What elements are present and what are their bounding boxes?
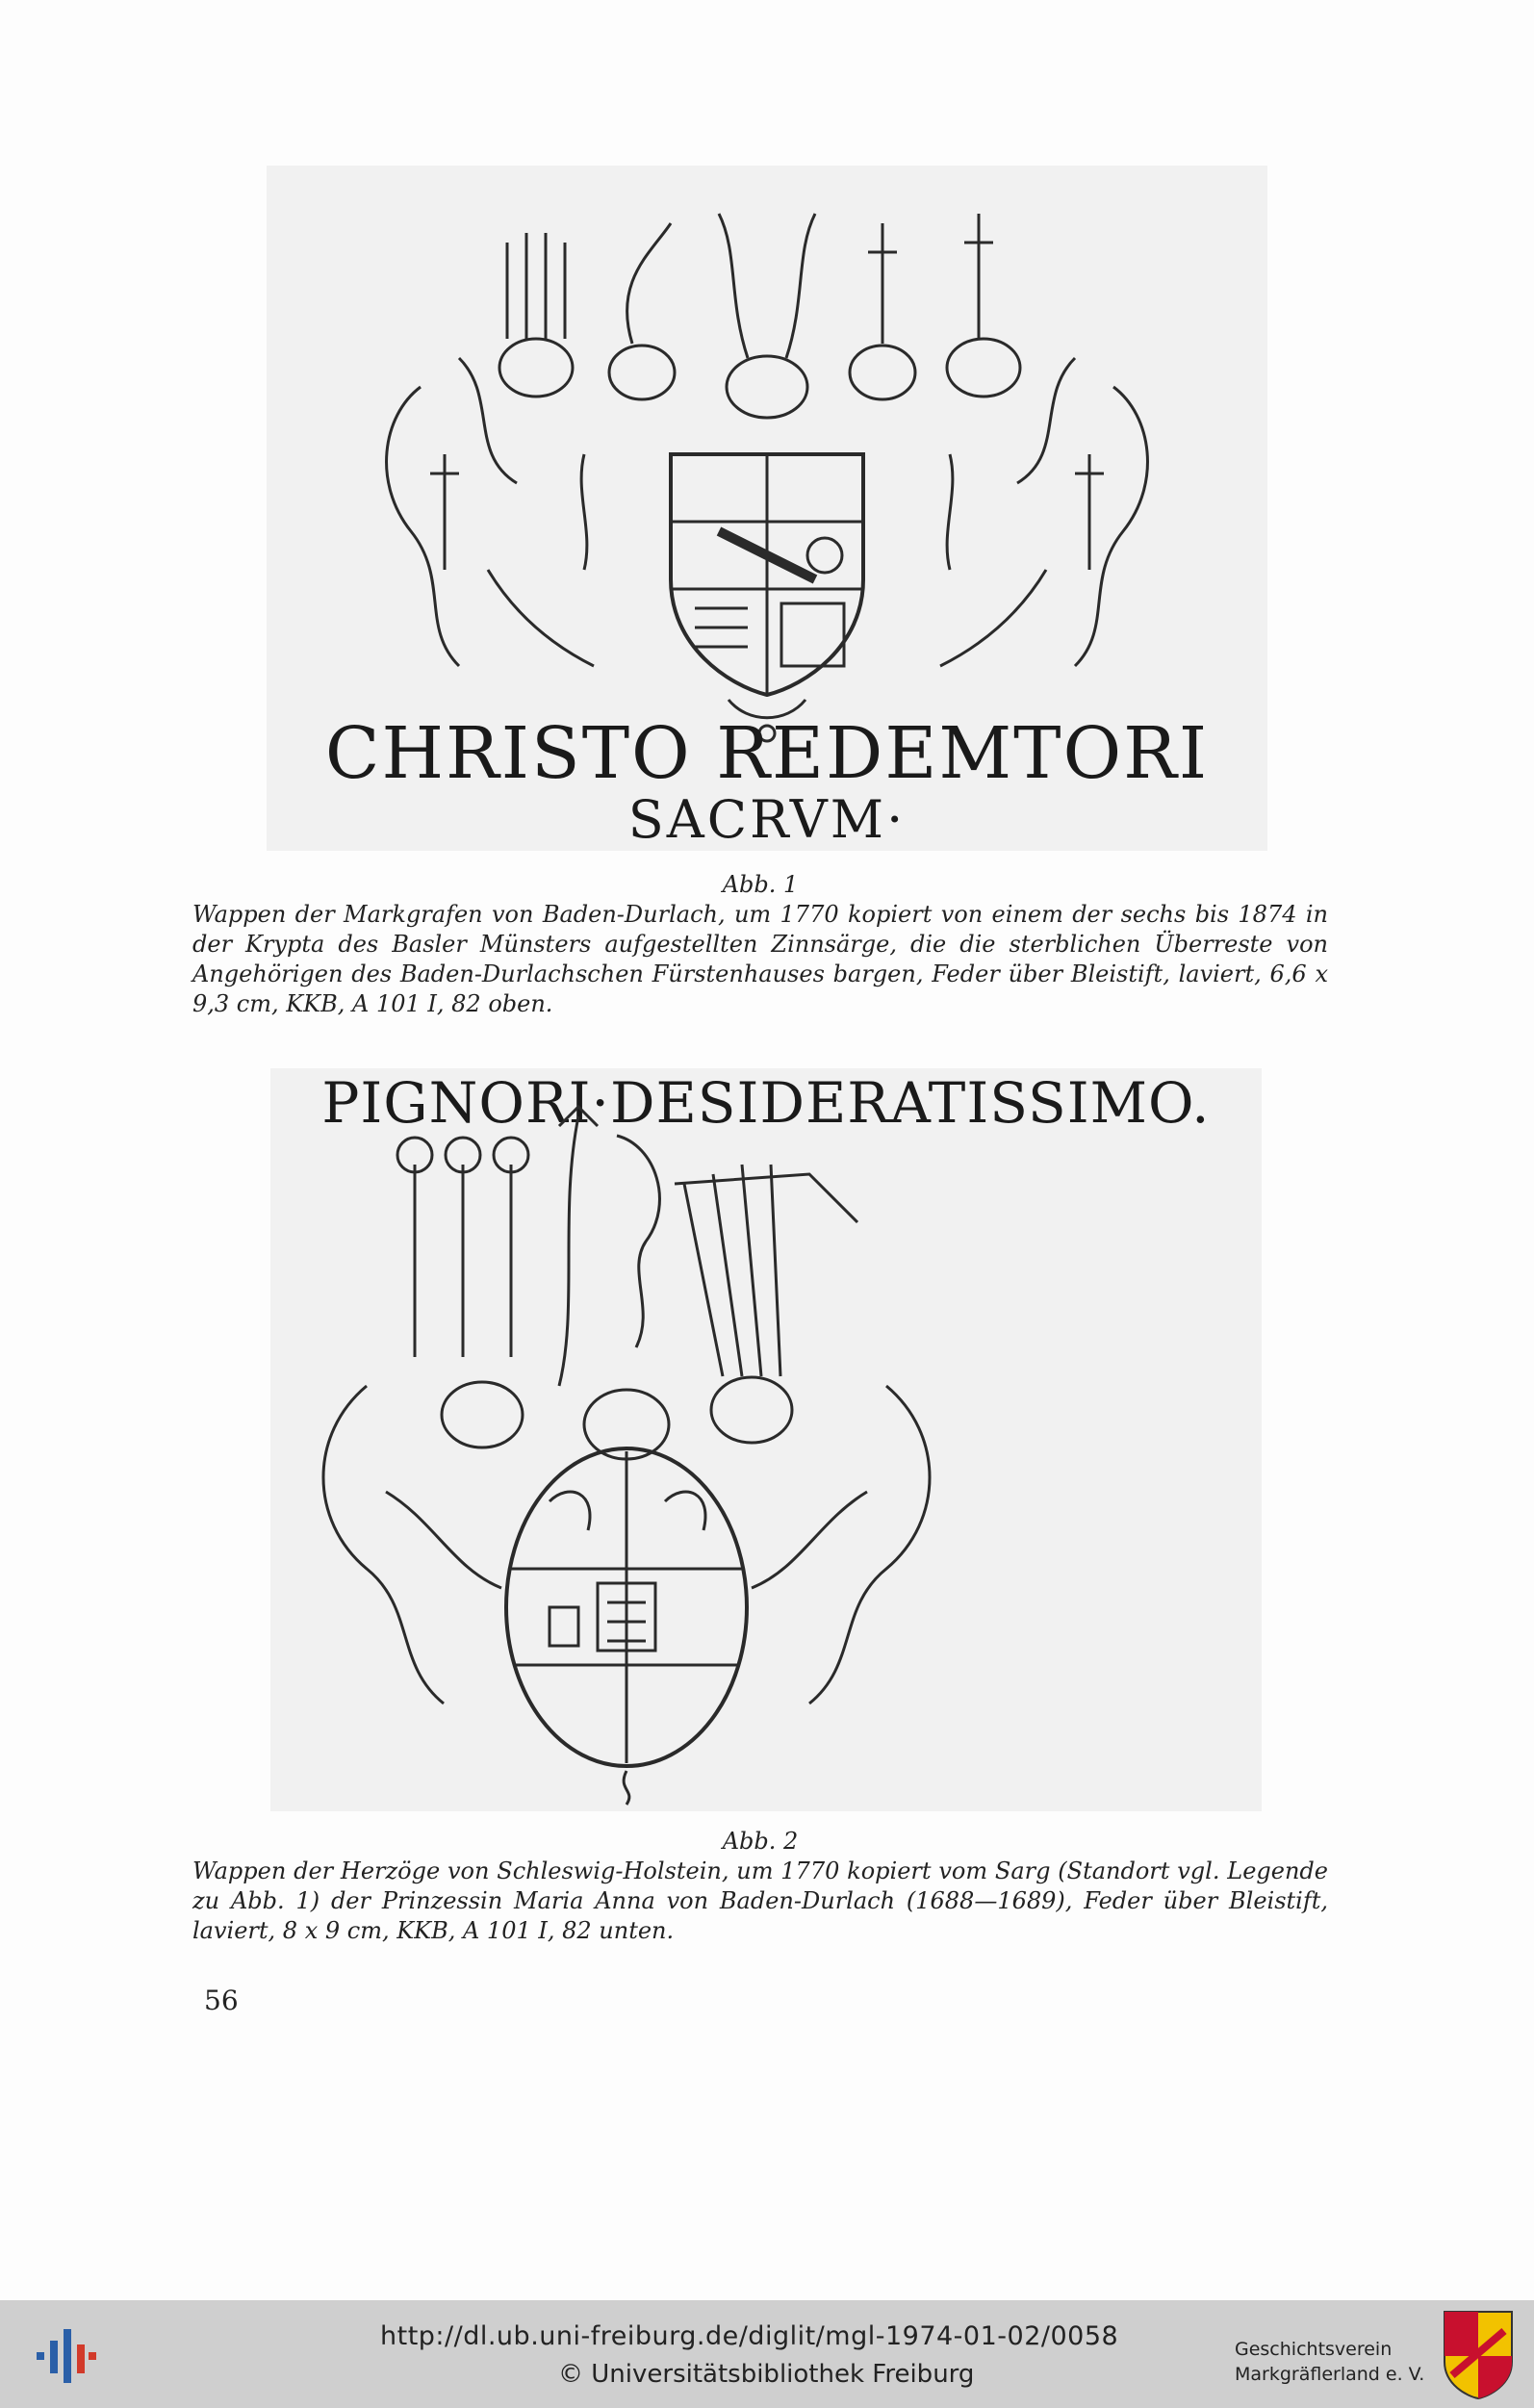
society-crest-icon xyxy=(1441,2308,1516,2400)
document-url-link[interactable]: http://dl.ub.uni-freiburg.de/diglit/mgl-1974-01-02/0058 xyxy=(380,2321,1119,2351)
figure-2-caption xyxy=(192,1827,1328,1946)
inscription-line-1: PIGNORI·DESIDERATISSIMO. xyxy=(321,1070,1211,1136)
caption-text: Wappen der Herzöge von Schleswig-Holstein, um 1770 kopiert vom Sarg (Standort vgl. Legende zu Abb. 1) der Prinzessin Maria Anna von Baden-Durlach (1688—1689), Feder über Bleistift, laviert, 8 x 9 cm, KKB, A 101 I, 82 unten. xyxy=(192,1857,1328,1944)
figure-2-coat-of-arms xyxy=(270,1068,1262,1811)
library-logo-icon xyxy=(33,2319,100,2389)
figure-1-coat-of-arms xyxy=(267,166,1267,851)
caption-text: Wappen der Markgrafen von Baden-Durlach, um 1770 kopiert von einem der sechs bis 1874 in der Krypta des Basler Münsters aufgestellten Zinnsärge, die die sterblichen Überreste von Angehörigen des Baden-Durlachschen Fürstenhauses bargen, Feder über Bleistift, laviert, 6,6 x 9,3 cm, KKB, A 101 I, 82 oben. xyxy=(192,901,1328,1017)
copyright-text: © Universitätsbibliothek Freiburg xyxy=(558,2360,975,2389)
footer-bar xyxy=(0,2300,1534,2408)
caption-label: Abb. 1 xyxy=(722,871,799,898)
figure-1-caption xyxy=(192,870,1328,1019)
society-name-line-2: Markgräflerland e. V. xyxy=(1235,2364,1425,2385)
schleswig-holstein-arms-drawing xyxy=(270,1068,1262,1811)
society-name-line-1: Geschichtsverein xyxy=(1235,2339,1393,2360)
inscription-line-1: CHRISTO REDEMTORI xyxy=(324,712,1210,795)
page-number: 56 xyxy=(204,1985,239,2016)
caption-label: Abb. 2 xyxy=(722,1828,799,1855)
inscription-line-2: SACRVM· xyxy=(627,789,907,850)
